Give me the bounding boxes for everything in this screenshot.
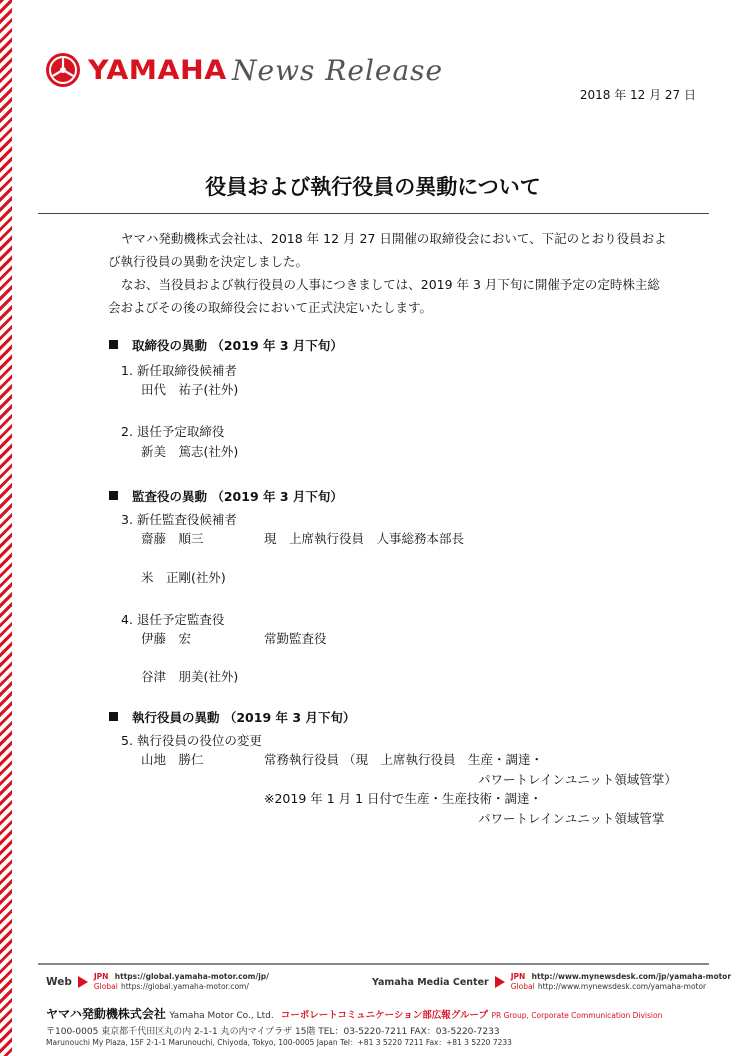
- media-global-link[interactable]: http://www.mynewsdesk.com/yamaha-motor: [537, 982, 707, 991]
- left-red-stripe-border: [0, 0, 12, 1056]
- item5-label: 5. 執行役員の役位の変更: [121, 733, 262, 748]
- footer-company-line: [46, 1005, 662, 1022]
- item3-name-2: 米 正剛(社外): [141, 570, 226, 585]
- item5-role-line-1: 常務執行役員 （現 上席執行役員 生産・調達・: [264, 752, 543, 767]
- brand-wordmark: YAMAHA: [88, 54, 227, 86]
- item1-name: 田代 祐子(社外): [141, 382, 239, 397]
- web-label: Web: [46, 976, 72, 988]
- item5-name: 山地 勝仁: [141, 752, 204, 767]
- tuning-fork-emblem-icon: [44, 51, 82, 89]
- page-title: 役員および執行役員の異動について: [205, 175, 541, 199]
- item2-name: 新美 篤志(社外): [141, 444, 239, 459]
- footer-web-links: [46, 972, 269, 992]
- yamaha-logo: [44, 50, 227, 90]
- section-heading-auditors: 監査役の異動 （2019 年 3 月下旬）: [109, 487, 343, 505]
- dept-name-en: PR Group, Corporate Communication Division: [491, 1011, 663, 1020]
- bullet-square-icon: [109, 491, 118, 500]
- release-date: 2018 年 12 月 27 日: [579, 88, 696, 102]
- item3-role-1: 現 上席執行役員 人事総務本部長: [264, 531, 465, 546]
- web-jpn-link[interactable]: https://global.yamaha-motor.com/jp/: [114, 972, 269, 981]
- item3-name-1: 齋藤 順三: [141, 531, 204, 546]
- intro-line-2: なお、当役員および執行役員の人事につきましては、2019 年 3 月下旬に開催予定の定時株主総会およびその後の取締役会において正式決定いたします。: [108, 277, 660, 315]
- footer-divider: [38, 963, 709, 965]
- intro-line-1: ヤマハ発動機株式会社は、2018 年 12 月 27 日開催の取締役会において、下記のとおり役員および執行役員の異動を決定しました。: [108, 231, 667, 269]
- footer-media-links: [372, 972, 731, 992]
- item5-note-line-2: パワートレインユニット領域管掌: [478, 811, 665, 826]
- bullet-square-icon: [109, 340, 118, 349]
- global-tag: Global: [93, 982, 118, 991]
- item5-note-line-1: ※2019 年 1 月 1 日付で生産・生産技術・調達・: [264, 791, 543, 806]
- play-arrow-icon: [495, 976, 505, 988]
- item4-name-1: 伊藤 宏: [141, 631, 192, 646]
- item2-label: 2. 退任予定取締役: [121, 424, 225, 439]
- address-en: Marunouchi My Plaza, 15F 2-1-1 Marunouchi, Chiyoda, Tokyo, 100-0005 Japan Tel：+81 3 5220 7211 Fax：+81 3 5220 7233: [46, 1038, 512, 1047]
- item4-name-2: 谷津 朋美(社外): [141, 669, 239, 684]
- intro-paragraph: [108, 227, 668, 319]
- item1-label: 1. 新任取締役候補者: [121, 363, 237, 378]
- section-heading-officers: 執行役員の異動 （2019 年 3 月下旬）: [109, 708, 355, 726]
- media-center-label: Yamaha Media Center: [372, 976, 489, 988]
- play-arrow-icon: [78, 976, 88, 988]
- item5-role-line-2: パワートレインユニット領域管掌）: [478, 772, 677, 787]
- section-heading-directors: 取締役の異動 （2019 年 3 月下旬）: [109, 336, 343, 354]
- title-divider: [38, 213, 709, 214]
- company-name-en: Yamaha Motor Co., Ltd.: [169, 1011, 274, 1021]
- news-release-tagline: News Release: [232, 54, 444, 87]
- jpn-tag: JPN: [93, 972, 109, 981]
- company-name-jp: ヤマハ発動機株式会社: [46, 1007, 166, 1021]
- item3-label: 3. 新任監査役候補者: [121, 512, 237, 527]
- item4-role-1: 常勤監査役: [264, 631, 327, 646]
- web-global-link[interactable]: https://global.yamaha-motor.com/: [120, 982, 249, 991]
- address-jp: 〒100-0005 東京都千代田区丸の内 2-1-1 丸の内マイプラザ 15階 TEL：03-5220-7211 FAX：03-5220-7233: [46, 1027, 500, 1037]
- media-jpn-link[interactable]: http://www.mynewsdesk.com/jp/yamaha-motor: [531, 972, 732, 981]
- global-tag: Global: [510, 982, 535, 991]
- jpn-tag: JPN: [510, 972, 526, 981]
- dept-name-jp: コーポレートコミュニケーション部広報グループ: [280, 1010, 489, 1021]
- bullet-square-icon: [109, 712, 118, 721]
- item4-label: 4. 退任予定監査役: [121, 612, 225, 627]
